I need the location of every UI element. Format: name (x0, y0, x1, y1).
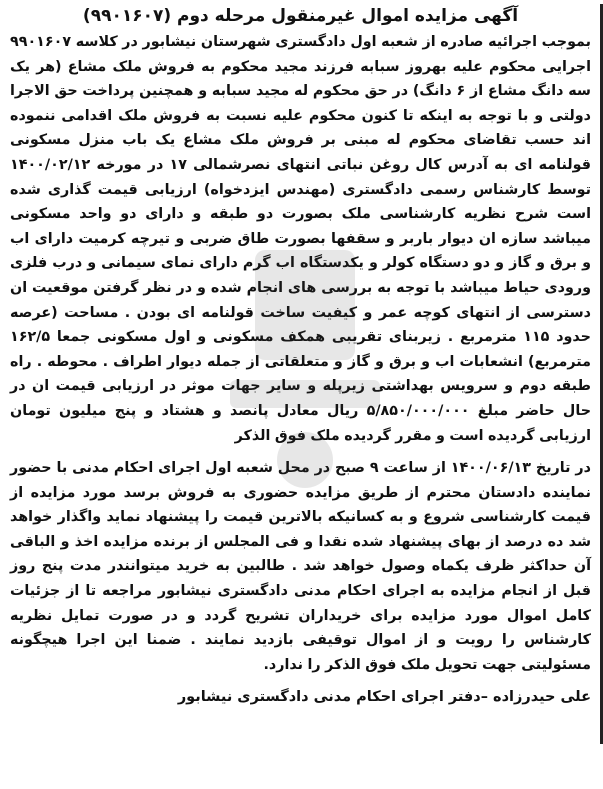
notice-paragraph-2: در تاریخ ۱۴۰۰/۰۶/۱۳ از ساعت ۹ صبح در محل شعبه اول اجرای احکام مدنی با حضور نماینده دادستان محترم از طریق مزایده حضوری به فروش برسد مورد مزایده از قیمت کارشناسی شروع و به کسانیکه بالاترین قیمت را پیشنهاد نماید واگذار خواهد شد ده درصد از بهای پیشنهاد شده نقدا و فی المجلس از برنده مزایده اخذ و الباقی آن حداکثر ظرف یکماه وصول خواهد شد . طالبین به خرید میتوانندر مدت پنج روز قبل از انجام مزایده به اجرای احکام مدنی دادگستری نیشابور مراجعه تا از جزئیات کامل اموال مورد مزایده برای خریداران تشریح گردد و در صورت تمایل نظریه کارشناس را رویت و از اموال توقیفی بازدید نمایند . ضمنا این اجرا هیچگونه مسئولیتی جهت تحویل ملک فوق الذکر را ندارد. (10, 460, 591, 673)
notice-paragraph-1: بموجب اجرائیه صادره از شعبه اول دادگستری شهرستان نیشابور در کلاسه ۹۹۰۱۶۰۷ اجرایی محکوم علیه بهروز سبابه فرزند مجید محکوم به فروش ملک مشاع (هر یک سه دانگ مشاع از ۶ دانگ) در حق محکوم له مجید سبابه و همچنین پرداخت حق الاجرا دولتی و با توجه به اینکه تا کنون محکوم علیه نسبت به فروش ملک اقدامی ننموده اند حسب تقاضای محکوم له مبنی بر فروش ملک مشاع یک باب منزل مسکونی قولنامه ای به آدرس کال روغن نباتی انتهای نصرشمالی ۱۷ در مورخه ۱۴۰۰/۰۲/۱۲ توسط کارشناس رسمی دادگستری (مهندس ایزدخواه) ارزیابی قیمت گذاری شده است شرح نظریه کارشناسی ملک بصورت دو طبقه و دارای دو واحد مسکونی میباشد سازه ان دیوار باربر و سقفها بصورت طاق ضربی و تیرچه کرمیت دارای اب و برق و گاز و دو دستگاه کولر و یکدستگاه اب گرم دارای نمای سیمانی و درب فلزی ورودی حیاط میباشد با توجه به بررسی های انجام شده و در نظر گرفتن موقعیت ان دسترسی از انتهای کوچه عمر و کیفیت ساخت قولنامه ای بودن . مساحت (عرصه حدود ۱۱۵ مترمربع . زیربنای تقریبی همکف مسکونی و اول مسکونی جمعا ۱۶۲/۵ مترمربع) انشعابات اب و برق و گاز و متعلقاتی از جمله دیوار اطراف . محوطه . راه طبقه دوم و سرویس بهداشتی زیرپله و سایر جهات موثر در ارزیابی قیمت ان در حال حاضر مبلغ ۵/۸۵۰/۰۰۰/۰۰۰ ریال معادل پانصد و هشتاد و پنج میلیون تومان ارزیابی گردیده است و مقرر گردیده ملک فوق الذکر (10, 34, 592, 444)
notice-signature: علی حیدرزاده –دفتر اجرای احکام مدنی دادگستری نیشابور (177, 689, 591, 706)
notice-title: آگهی مزایده اموال غیرمنقول مرحله دوم (۹۹۰۱۶۰۷) (82, 6, 519, 26)
